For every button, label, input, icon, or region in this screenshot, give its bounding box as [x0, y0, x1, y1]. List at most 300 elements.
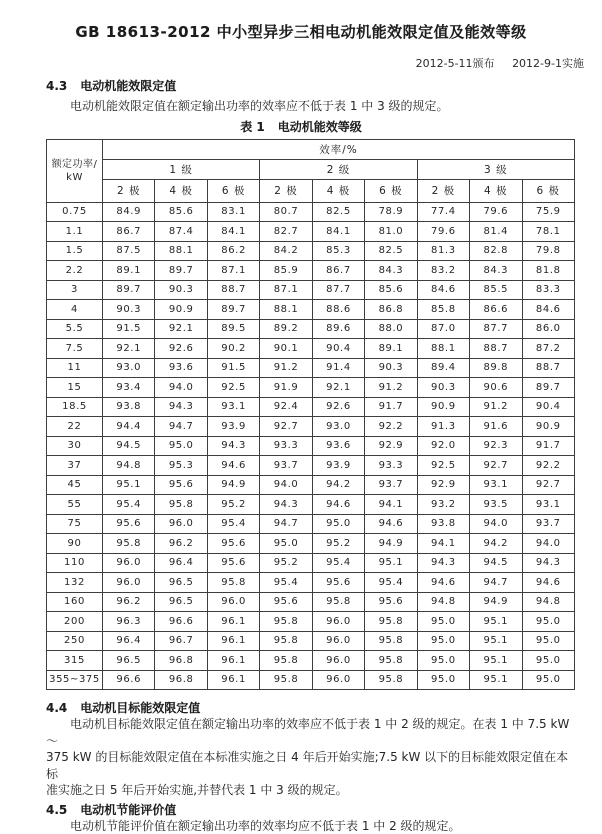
rated-power-cell: 250: [47, 631, 103, 651]
efficiency-value-cell: 94.4: [103, 417, 155, 437]
efficiency-value-cell: 95.0: [417, 612, 469, 632]
efficiency-value-cell: 95.0: [260, 534, 312, 554]
efficiency-value-cell: 83.2: [417, 261, 469, 281]
efficiency-value-cell: 96.0: [312, 670, 364, 690]
efficiency-value-cell: 85.8: [417, 300, 469, 320]
efficiency-value-cell: 88.7: [470, 339, 522, 359]
efficiency-value-cell: 94.7: [470, 573, 522, 593]
efficiency-value-cell: 93.1: [522, 495, 575, 515]
efficiency-value-cell: 95.8: [365, 612, 417, 632]
efficiency-value-cell: 95.8: [260, 670, 312, 690]
efficiency-value-cell: 90.6: [470, 378, 522, 398]
efficiency-value-cell: 90.9: [155, 300, 207, 320]
rated-power-header: [47, 139, 103, 202]
efficiency-value-cell: 95.8: [365, 631, 417, 651]
efficiency-value-cell: 96.6: [103, 670, 155, 690]
efficiency-value-cell: 84.2: [260, 241, 312, 261]
efficiency-value-cell: 94.5: [470, 553, 522, 573]
efficiency-value-cell: 87.7: [312, 280, 364, 300]
pole-header: 6 极: [522, 179, 575, 202]
efficiency-value-cell: 88.6: [312, 300, 364, 320]
efficiency-value-cell: 95.4: [312, 553, 364, 573]
efficiency-value-cell: 96.0: [103, 553, 155, 573]
efficiency-value-cell: 94.6: [365, 514, 417, 534]
efficiency-value-cell: 96.0: [312, 612, 364, 632]
efficiency-value-cell: 96.6: [155, 612, 207, 632]
table-row: [47, 397, 575, 417]
table-caption: [0, 118, 602, 135]
pole-header: 2 极: [103, 179, 155, 202]
efficiency-value-cell: 85.9: [260, 261, 312, 281]
efficiency-value-cell: 90.3: [155, 280, 207, 300]
section-number: 4.4: [46, 701, 67, 715]
rated-power-cell: 30: [47, 436, 103, 456]
efficiency-value-cell: 89.5: [207, 319, 259, 339]
efficiency-value-cell: 86.7: [312, 261, 364, 281]
efficiency-value-cell: 85.3: [312, 241, 364, 261]
efficiency-value-cell: 93.8: [103, 397, 155, 417]
efficiency-value-cell: 95.8: [260, 631, 312, 651]
efficiency-value-cell: 94.8: [103, 456, 155, 476]
efficiency-value-cell: 84.9: [103, 202, 155, 222]
efficiency-value-cell: 94.0: [470, 514, 522, 534]
efficiency-value-cell: 91.2: [365, 378, 417, 398]
efficiency-value-cell: 84.3: [365, 261, 417, 281]
table-row: [47, 456, 575, 476]
table-row: [47, 651, 575, 671]
efficiency-value-cell: 84.6: [417, 280, 469, 300]
rated-power-cell: 90: [47, 534, 103, 554]
table-header-row-3: [47, 179, 575, 202]
section-4-4-line-2: 375 kW 的目标能效限定值在本标准实施之日 4 年后开始实施;7.5 kW 以下的目标能效限定值在本标: [46, 749, 575, 782]
efficiency-value-cell: 95.8: [312, 592, 364, 612]
efficiency-value-cell: 91.3: [417, 417, 469, 437]
section-4-3-heading: [46, 77, 602, 94]
grade-2-header: 2 级: [260, 159, 417, 179]
efficiency-value-cell: 94.2: [470, 534, 522, 554]
efficiency-value-cell: 87.5: [103, 241, 155, 261]
efficiency-value-cell: 81.0: [365, 222, 417, 242]
efficiency-value-cell: 92.0: [417, 436, 469, 456]
efficiency-value-cell: 94.6: [207, 456, 259, 476]
section-number: 4.5: [46, 803, 67, 817]
efficiency-value-cell: 93.7: [522, 514, 575, 534]
efficiency-value-cell: 96.1: [207, 612, 259, 632]
efficiency-value-cell: 90.3: [365, 358, 417, 378]
section-title: 电动机能效限定值: [80, 79, 176, 93]
section-4-4-line-1: 电动机目标能效限定值在额定输出功率的效率应不低于表 1 中 2 级的规定。在表 1 中 7.5 kW～: [46, 716, 575, 749]
efficiency-value-cell: 95.1: [470, 631, 522, 651]
rated-power-cell: 45: [47, 475, 103, 495]
efficiency-value-cell: 92.1: [155, 319, 207, 339]
efficiency-value-cell: 94.3: [260, 495, 312, 515]
efficiency-value-cell: 88.7: [522, 358, 575, 378]
efficiency-value-cell: 87.7: [470, 319, 522, 339]
table-row: [47, 222, 575, 242]
efficiency-value-cell: 92.7: [260, 417, 312, 437]
efficiency-value-cell: 95.6: [365, 592, 417, 612]
publish-dates: [0, 55, 584, 71]
pole-header: 4 极: [312, 179, 364, 202]
table-row: [47, 514, 575, 534]
section-title: 电动机节能评价值: [80, 803, 176, 817]
efficiency-value-cell: 81.4: [470, 222, 522, 242]
efficiency-value-cell: 91.2: [260, 358, 312, 378]
efficiency-value-cell: 94.7: [155, 417, 207, 437]
efficiency-value-cell: 95.6: [207, 534, 259, 554]
pole-header: 6 极: [365, 179, 417, 202]
efficiency-value-cell: 94.6: [312, 495, 364, 515]
efficiency-value-cell: 96.3: [103, 612, 155, 632]
efficiency-value-cell: 95.0: [417, 631, 469, 651]
efficiency-value-cell: 95.8: [155, 495, 207, 515]
efficiency-value-cell: 86.7: [103, 222, 155, 242]
rated-power-cell: 2.2: [47, 261, 103, 281]
efficiency-value-cell: 87.4: [155, 222, 207, 242]
efficiency-value-cell: 95.8: [260, 612, 312, 632]
efficiency-value-cell: 96.1: [207, 651, 259, 671]
efficiency-value-cell: 91.5: [103, 319, 155, 339]
efficiency-value-cell: 92.6: [312, 397, 364, 417]
table-row: [47, 280, 575, 300]
efficiency-value-cell: 95.2: [207, 495, 259, 515]
table-row: [47, 339, 575, 359]
section-4-4-heading: [46, 699, 602, 716]
rated-power-cell: 315: [47, 651, 103, 671]
efficiency-value-cell: 95.0: [155, 436, 207, 456]
rated-power-cell: 75: [47, 514, 103, 534]
efficiency-value-cell: 84.1: [207, 222, 259, 242]
efficiency-value-cell: 85.5: [470, 280, 522, 300]
efficiency-value-cell: 93.9: [207, 417, 259, 437]
efficiency-value-cell: 95.1: [470, 612, 522, 632]
efficiency-value-cell: 80.7: [260, 202, 312, 222]
efficiency-value-cell: 92.6: [155, 339, 207, 359]
efficiency-value-cell: 96.8: [155, 670, 207, 690]
efficiency-value-cell: 79.6: [470, 202, 522, 222]
efficiency-value-cell: 86.8: [365, 300, 417, 320]
efficiency-value-cell: 93.3: [365, 456, 417, 476]
efficiency-value-cell: 96.1: [207, 631, 259, 651]
table-header-row-1: [47, 139, 575, 159]
efficiency-value-cell: 90.3: [103, 300, 155, 320]
efficiency-value-cell: 89.7: [207, 300, 259, 320]
efficiency-value-cell: 92.1: [103, 339, 155, 359]
efficiency-value-cell: 88.0: [365, 319, 417, 339]
efficiency-value-cell: 89.7: [155, 261, 207, 281]
pole-header: 4 极: [470, 179, 522, 202]
efficiency-value-cell: 94.6: [417, 573, 469, 593]
table-row: [47, 319, 575, 339]
efficiency-value-cell: 90.3: [417, 378, 469, 398]
efficiency-value-cell: 93.7: [260, 456, 312, 476]
efficiency-value-cell: 93.1: [470, 475, 522, 495]
efficiency-value-cell: 91.9: [260, 378, 312, 398]
rated-power-cell: 15: [47, 378, 103, 398]
efficiency-value-cell: 96.0: [312, 631, 364, 651]
efficiency-value-cell: 92.5: [417, 456, 469, 476]
rated-power-cell: 200: [47, 612, 103, 632]
efficiency-value-cell: 96.5: [155, 592, 207, 612]
rated-power-cell: 37: [47, 456, 103, 476]
efficiency-value-cell: 94.1: [417, 534, 469, 554]
efficiency-value-cell: 86.6: [470, 300, 522, 320]
efficiency-value-cell: 94.9: [207, 475, 259, 495]
efficiency-value-cell: 95.4: [260, 573, 312, 593]
efficiency-value-cell: 95.3: [155, 456, 207, 476]
efficiency-value-cell: 96.7: [155, 631, 207, 651]
table-row: [47, 573, 575, 593]
efficiency-value-cell: 94.6: [522, 573, 575, 593]
efficiency-value-cell: 90.4: [522, 397, 575, 417]
efficiency-value-cell: 87.0: [417, 319, 469, 339]
efficiency-value-cell: 91.4: [312, 358, 364, 378]
rated-power-cell: 55: [47, 495, 103, 515]
efficiency-value-cell: 95.8: [207, 573, 259, 593]
rated-power-cell: 22: [47, 417, 103, 437]
pole-header: 6 极: [207, 179, 259, 202]
section-title: 电动机目标能效限定值: [80, 701, 200, 715]
efficiency-value-cell: 92.9: [417, 475, 469, 495]
efficiency-value-cell: 93.4: [103, 378, 155, 398]
efficiency-value-cell: 93.3: [260, 436, 312, 456]
efficiency-value-cell: 95.0: [522, 670, 575, 690]
efficiency-value-cell: 88.1: [260, 300, 312, 320]
rated-power-cell: 1.5: [47, 241, 103, 261]
efficiency-value-cell: 96.0: [312, 651, 364, 671]
grade-1-header: 1 级: [103, 159, 260, 179]
section-4-4-line-3: 准实施之日 5 年后开始实施,并替代表 1 中 3 级的规定。: [46, 782, 575, 799]
efficiency-value-cell: 96.2: [103, 592, 155, 612]
efficiency-value-cell: 93.7: [365, 475, 417, 495]
efficiency-value-cell: 93.5: [470, 495, 522, 515]
efficiency-value-cell: 88.1: [417, 339, 469, 359]
efficiency-value-cell: 93.1: [207, 397, 259, 417]
pole-header: 2 极: [417, 179, 469, 202]
efficiency-value-cell: 84.3: [470, 261, 522, 281]
efficiency-value-cell: 96.1: [207, 670, 259, 690]
efficiency-value-cell: 95.8: [260, 651, 312, 671]
efficiency-value-cell: 78.1: [522, 222, 575, 242]
efficiency-value-cell: 75.9: [522, 202, 575, 222]
rated-power-cell: 5.5: [47, 319, 103, 339]
efficiency-value-cell: 94.9: [365, 534, 417, 554]
table-caption-text: 电动机能效等级: [278, 120, 362, 134]
efficiency-value-cell: 95.1: [470, 670, 522, 690]
efficiency-value-cell: 96.5: [103, 651, 155, 671]
efficiency-value-cell: 94.3: [522, 553, 575, 573]
efficiency-value-cell: 95.0: [417, 651, 469, 671]
rated-power-cell: 18.5: [47, 397, 103, 417]
efficiency-value-cell: 95.8: [103, 534, 155, 554]
efficiency-value-cell: 92.2: [522, 456, 575, 476]
efficiency-value-cell: 95.4: [103, 495, 155, 515]
efficiency-value-cell: 94.8: [522, 592, 575, 612]
section-number: 4.3: [46, 79, 67, 93]
efficiency-value-cell: 84.1: [312, 222, 364, 242]
grade-3-header: 3 级: [417, 159, 574, 179]
table-row: [47, 436, 575, 456]
efficiency-value-cell: 92.9: [365, 436, 417, 456]
efficiency-value-cell: 94.0: [522, 534, 575, 554]
efficiency-value-cell: 93.6: [155, 358, 207, 378]
rated-power-cell: 0.75: [47, 202, 103, 222]
efficiency-value-cell: 84.6: [522, 300, 575, 320]
efficiency-value-cell: 96.5: [155, 573, 207, 593]
efficiency-value-cell: 79.8: [522, 241, 575, 261]
efficiency-value-cell: 91.7: [365, 397, 417, 417]
efficiency-value-cell: 94.0: [260, 475, 312, 495]
efficiency-value-cell: 93.6: [312, 436, 364, 456]
table-row: [47, 534, 575, 554]
efficiency-value-cell: 96.8: [155, 651, 207, 671]
rated-power-cell: 3: [47, 280, 103, 300]
pole-header: 4 极: [155, 179, 207, 202]
efficiency-value-cell: 92.2: [365, 417, 417, 437]
issued-date: 2012-5-11颁布: [416, 57, 495, 70]
efficiency-value-cell: 95.0: [522, 612, 575, 632]
efficiency-value-cell: 90.9: [522, 417, 575, 437]
efficiency-value-cell: 94.3: [207, 436, 259, 456]
efficiency-value-cell: 95.8: [365, 670, 417, 690]
section-4-3-body: 电动机能效限定值在额定输出功率的效率应不低于表 1 中 3 级的规定。: [46, 98, 575, 115]
efficiency-value-cell: 95.4: [365, 573, 417, 593]
efficiency-value-cell: 86.0: [522, 319, 575, 339]
efficiency-value-cell: 95.2: [312, 534, 364, 554]
efficiency-value-cell: 94.9: [470, 592, 522, 612]
rated-power-cell: 4: [47, 300, 103, 320]
efficiency-value-cell: 77.4: [417, 202, 469, 222]
efficiency-value-cell: 82.8: [470, 241, 522, 261]
efficiency-value-cell: 81.3: [417, 241, 469, 261]
efficiency-value-cell: 89.7: [103, 280, 155, 300]
efficiency-value-cell: 91.5: [207, 358, 259, 378]
table-row: [47, 553, 575, 573]
section-4-5-body: 电动机节能评价值在额定输出功率的效率均应不低于表 1 中 2 级的规定。: [46, 818, 575, 834]
rated-power-cell: 110: [47, 553, 103, 573]
efficiency-value-cell: 94.8: [417, 592, 469, 612]
efficiency-value-cell: 92.3: [470, 436, 522, 456]
table-header-row-2: [47, 159, 575, 179]
table-row: [47, 300, 575, 320]
implemented-date: 2012-9-1实施: [512, 57, 584, 70]
efficiency-value-cell: 82.7: [260, 222, 312, 242]
pole-header: 2 极: [260, 179, 312, 202]
table-row: [47, 612, 575, 632]
table-row: [47, 592, 575, 612]
efficiency-value-cell: 95.6: [155, 475, 207, 495]
efficiency-value-cell: 95.0: [312, 514, 364, 534]
efficiency-table: [46, 139, 575, 691]
table-row: [47, 670, 575, 690]
efficiency-value-cell: 81.8: [522, 261, 575, 281]
efficiency-value-cell: 96.0: [103, 573, 155, 593]
rated-power-header-line2: kW: [66, 172, 83, 183]
efficiency-value-cell: 90.9: [417, 397, 469, 417]
efficiency-value-cell: 95.6: [207, 553, 259, 573]
efficiency-value-cell: 91.6: [470, 417, 522, 437]
efficiency-table-body: [47, 202, 575, 690]
efficiency-value-cell: 94.2: [312, 475, 364, 495]
rated-power-cell: 160: [47, 592, 103, 612]
table-row: [47, 202, 575, 222]
efficiency-header: 效率/%: [103, 139, 575, 159]
efficiency-value-cell: 94.3: [155, 397, 207, 417]
efficiency-value-cell: 79.6: [417, 222, 469, 242]
efficiency-value-cell: 95.2: [260, 553, 312, 573]
efficiency-value-cell: 94.1: [365, 495, 417, 515]
efficiency-value-cell: 95.0: [417, 670, 469, 690]
rated-power-cell: 11: [47, 358, 103, 378]
efficiency-value-cell: 89.1: [103, 261, 155, 281]
efficiency-value-cell: 89.7: [522, 378, 575, 398]
efficiency-value-cell: 85.6: [365, 280, 417, 300]
efficiency-value-cell: 93.0: [103, 358, 155, 378]
efficiency-value-cell: 95.6: [103, 514, 155, 534]
efficiency-value-cell: 93.2: [417, 495, 469, 515]
efficiency-value-cell: 96.0: [155, 514, 207, 534]
efficiency-value-cell: 94.3: [417, 553, 469, 573]
efficiency-value-cell: 92.1: [312, 378, 364, 398]
efficiency-value-cell: 88.1: [155, 241, 207, 261]
efficiency-value-cell: 95.1: [365, 553, 417, 573]
efficiency-value-cell: 89.4: [417, 358, 469, 378]
section-4-5-heading: [46, 801, 602, 818]
efficiency-value-cell: 89.1: [365, 339, 417, 359]
efficiency-value-cell: 93.8: [417, 514, 469, 534]
efficiency-value-cell: 89.6: [312, 319, 364, 339]
rated-power-cell: 1.1: [47, 222, 103, 242]
efficiency-value-cell: 94.0: [155, 378, 207, 398]
efficiency-value-cell: 82.5: [365, 241, 417, 261]
efficiency-value-cell: 92.5: [207, 378, 259, 398]
efficiency-value-cell: 90.4: [312, 339, 364, 359]
efficiency-value-cell: 96.4: [103, 631, 155, 651]
efficiency-value-cell: 92.7: [470, 456, 522, 476]
efficiency-value-cell: 86.2: [207, 241, 259, 261]
efficiency-value-cell: 87.1: [260, 280, 312, 300]
efficiency-value-cell: 95.1: [103, 475, 155, 495]
efficiency-value-cell: 82.5: [312, 202, 364, 222]
efficiency-value-cell: 95.8: [365, 651, 417, 671]
table-row: [47, 261, 575, 281]
efficiency-value-cell: 87.1: [207, 261, 259, 281]
efficiency-value-cell: 95.6: [260, 592, 312, 612]
efficiency-value-cell: 83.3: [522, 280, 575, 300]
efficiency-value-cell: 93.0: [312, 417, 364, 437]
efficiency-value-cell: 94.7: [260, 514, 312, 534]
rated-power-cell: 355~375: [47, 670, 103, 690]
efficiency-value-cell: 95.4: [207, 514, 259, 534]
efficiency-value-cell: 95.6: [312, 573, 364, 593]
efficiency-value-cell: 90.2: [207, 339, 259, 359]
efficiency-value-cell: 83.1: [207, 202, 259, 222]
efficiency-value-cell: 96.4: [155, 553, 207, 573]
table-caption-label: 表 1: [240, 120, 265, 134]
efficiency-value-cell: 95.1: [470, 651, 522, 671]
efficiency-value-cell: 91.2: [470, 397, 522, 417]
table-row: [47, 475, 575, 495]
efficiency-value-cell: 85.6: [155, 202, 207, 222]
efficiency-value-cell: 94.5: [103, 436, 155, 456]
table-row: [47, 417, 575, 437]
efficiency-value-cell: 89.8: [470, 358, 522, 378]
efficiency-value-cell: 96.2: [155, 534, 207, 554]
efficiency-value-cell: 95.0: [522, 631, 575, 651]
rated-power-header-line1: 额定功率/: [52, 159, 98, 170]
efficiency-value-cell: 78.9: [365, 202, 417, 222]
efficiency-value-cell: 96.0: [207, 592, 259, 612]
